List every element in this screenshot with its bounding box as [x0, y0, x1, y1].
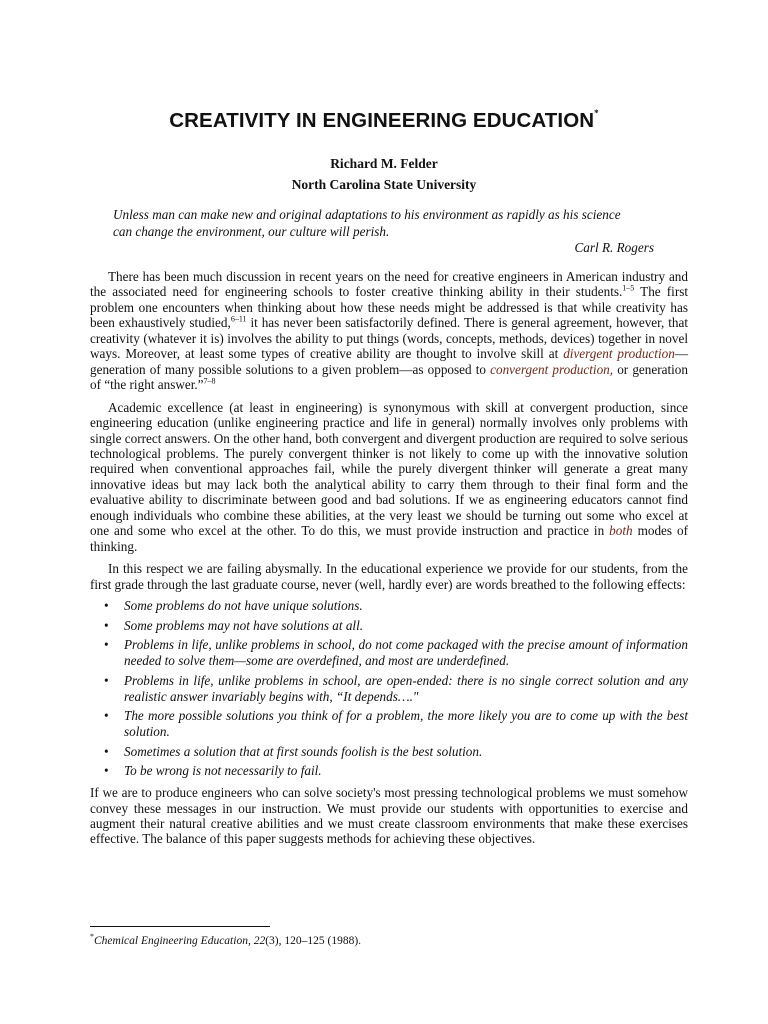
- paragraph-1-text-e: or generation of “the right answer.”: [90, 361, 688, 393]
- paragraph-2: [90, 400, 688, 555]
- term-convergent-production: convergent production,: [490, 361, 614, 377]
- citation-2: 6–11: [230, 314, 247, 324]
- effects-list: [90, 598, 688, 779]
- paragraph-1-text-d: —generation of many possible solutions to a given problem—as opposed to: [90, 346, 688, 377]
- paragraph-3: In this respect we are failing abysmally. In the educational experience we provide for our students, from the first grade through the last graduate course, never (well, hardly ever) are words breathed to the following effects:: [90, 561, 688, 592]
- paragraph-2-text-a: Academic excellence (at least in engineering) is synonymous with skill at convergent production, since engineering education (unlike engineering practice and life in general) normally involves only problems with single correct answers. On the other hand, both convergent and divergent production are required to solve serious technological problems. The purely convergent thinker is not likely to come up with the innovative solution required when conventional approaches fail, while the purely divergent thinker will generate a great many innovative ideas but may lack both the analytical ability to carry them through to their final form and the evaluative ability to discriminate between good and bad solutions. If we as engineering educators cannot find enough individuals who combine these abilities, at the very least we should be turning out some who excel at one and some who excel at the other. To do this, we must provide instruction and practice in: [90, 399, 688, 539]
- paragraph-1: [90, 269, 688, 393]
- footnote-journal: Chemical Engineering Education, 22: [94, 934, 266, 947]
- title-footnote-mark: *: [594, 108, 599, 118]
- footnote-divider: [90, 926, 270, 927]
- list-item: • Some problems do not have unique solutions.: [124, 598, 688, 614]
- footnote-mark: *: [90, 932, 94, 941]
- epigraph-attribution: Carl R. Rogers: [574, 240, 654, 255]
- title-text: CREATIVITY IN ENGINEERING EDUCATION: [169, 109, 595, 132]
- citation-1: 1–5: [622, 284, 635, 294]
- term-both: both: [609, 523, 633, 539]
- citation-3: 7–8: [203, 376, 216, 386]
- epigraph-line-1: Unless man can make new and original adaptations to his environment as rapidly as his science: [113, 207, 621, 222]
- epigraph: [113, 207, 658, 257]
- list-item: • Problems in life, unlike problems in school, do not come packaged with the precise amount of information needed to solve them—some are overdefined, and most are underdefined.: [124, 637, 688, 669]
- footnote-citation: (3), 120–125 (1988).: [265, 934, 362, 947]
- paragraph-4: If we are to produce engineers who can solve society's most pressing technological problems we must somehow convey these messages in our instruction. We must provide our students with opportunities to exercise and augment their natural creative abilities and we must create classroom environments that make these exercises effective. The balance of this paper suggests methods for achieving these objectives.: [90, 785, 688, 847]
- paragraph-1-text-a: There has been much discussion in recent years on the need for creative engineers in American industry and the associated need for engineering schools to foster creative thinking ability in their students.: [90, 269, 688, 300]
- paragraph-1-text-b: The first problem one encounters when thinking about how these needs might be addressed is that while creativity has been exhaustively studied,: [90, 284, 689, 331]
- list-item: • Problems in life, unlike problems in school, are open-ended: there is no single correct solution and any realistic answer invariably begins with, “It depends….": [124, 673, 688, 705]
- list-item: • Sometimes a solution that at first sounds foolish is the best solution.: [124, 744, 688, 760]
- list-item: • To be wrong is not necessarily to fail.: [124, 763, 688, 779]
- author-name: Richard M. Felder: [330, 156, 438, 171]
- epigraph-line-2: can change the environment, our culture will perish.: [113, 223, 390, 239]
- list-item: • The more possible solutions you think of for a problem, the more likely you are to come up with the best solution.: [124, 708, 688, 740]
- author-affiliation: North Carolina State University: [291, 177, 477, 192]
- body-text: [90, 269, 688, 847]
- list-item: • Some problems may not have solutions at all.: [124, 618, 688, 634]
- paragraph-2-text-b: modes of thinking.: [90, 523, 688, 554]
- footnote: [90, 932, 361, 947]
- paper-title: [0, 108, 768, 133]
- term-divergent-production: divergent production: [563, 346, 675, 362]
- paragraph-1-text-c: it has never been satisfactorily defined. There is general agreement, however, that creativity (whatever it is) involves the ability to put things (words, concepts, methods, devices) together in novel ways. Moreover, at least some types of creative ability are thought to involve skill at: [90, 315, 689, 362]
